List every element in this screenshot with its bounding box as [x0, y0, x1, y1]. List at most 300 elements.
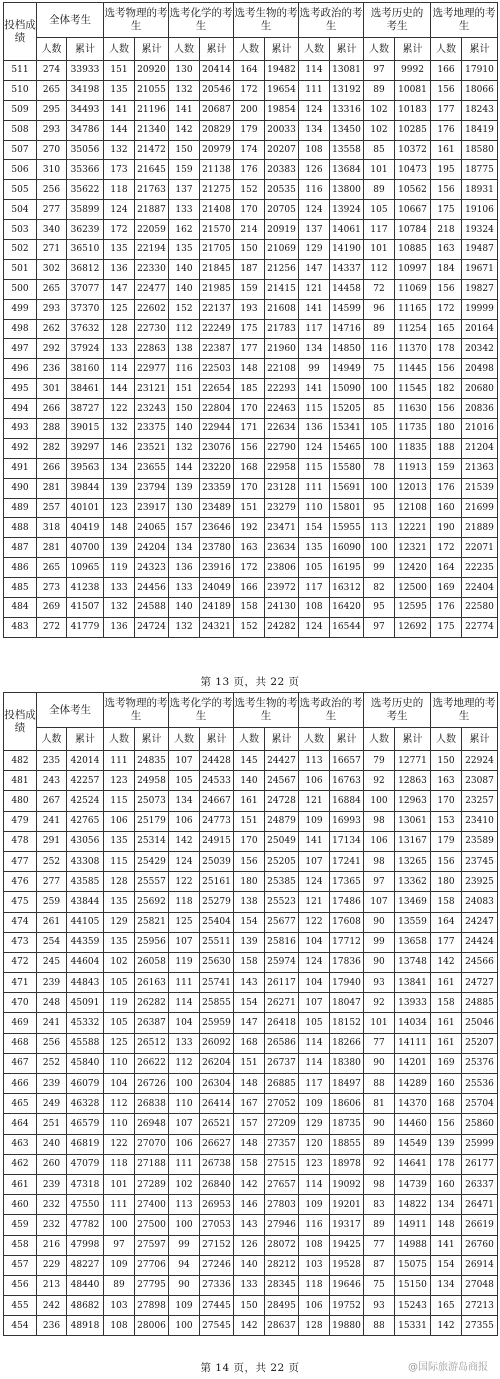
table-cell: 26058 [135, 952, 169, 972]
table-cell: 281 [37, 538, 67, 558]
table-cell: 79 [364, 751, 395, 771]
table-cell: 232 [37, 1195, 67, 1215]
table-row [4, 61, 498, 81]
table-cell: 26512 [135, 1033, 169, 1053]
table-cell: 175 [431, 200, 462, 220]
table-cell: 14822 [395, 1195, 431, 1215]
table-row [4, 1235, 498, 1255]
table-cell: 99 [364, 932, 395, 952]
table-cell: 124 [299, 438, 330, 458]
table-cell: 133 [169, 578, 200, 598]
table-cell: 16884 [330, 791, 364, 811]
table-cell: 77 [364, 1033, 395, 1053]
table-cell: 23375 [135, 419, 169, 439]
table-cell: 134 [431, 1275, 462, 1295]
table-cell: 98 [364, 851, 395, 871]
table-cell: 110 [104, 1053, 135, 1073]
table-cell: 13933 [395, 993, 431, 1013]
table-cell: 25429 [135, 851, 169, 871]
table-cell: 150 [169, 399, 200, 419]
table-cell: 161 [431, 140, 462, 160]
table-cell: 123 [104, 771, 135, 791]
table-cell: 26282 [135, 993, 169, 1013]
table-cell: 21256 [265, 259, 299, 279]
table-cell: 16657 [330, 751, 364, 771]
table-cell: 22387 [200, 339, 234, 359]
table-cell: 14190 [330, 240, 364, 260]
table-cell: 47318 [67, 1174, 104, 1194]
table-cell: 14850 [330, 339, 364, 359]
table-cell: 17486 [330, 892, 364, 912]
table-body [4, 61, 498, 638]
table-cell: 15341 [330, 419, 364, 439]
table-cell: 22249 [200, 319, 234, 339]
score-cell: 491 [4, 458, 37, 478]
table-cell: 176 [431, 598, 462, 618]
table-cell: 18066 [462, 80, 498, 100]
table-cell: 27515 [265, 1154, 299, 1174]
table-cell: 14911 [395, 1215, 431, 1235]
page-13 [3, 2, 497, 638]
table-cell: 24323 [135, 558, 169, 578]
table-cell: 254 [37, 932, 67, 952]
table-cell: 154 [431, 1255, 462, 1275]
table-cell: 158 [431, 993, 462, 1013]
table-cell: 90 [364, 1114, 395, 1134]
table-cell: 21408 [200, 200, 234, 220]
table-cell: 35056 [67, 140, 104, 160]
table-cell: 229 [37, 1255, 67, 1275]
header-cumulative: 累计 [200, 728, 234, 751]
table-cell: 12013 [395, 478, 431, 498]
table-cell: 114 [104, 359, 135, 379]
table-row [4, 851, 498, 871]
table-cell: 302 [37, 259, 67, 279]
table-cell: 129 [299, 1114, 330, 1134]
table-cell: 252 [37, 1053, 67, 1073]
table-cell: 232 [37, 1215, 67, 1235]
table-cell: 89 [364, 319, 395, 339]
table-cell: 23806 [265, 558, 299, 578]
score-cell: 488 [4, 518, 37, 538]
table-cell: 26760 [462, 1235, 498, 1255]
table-cell: 110 [104, 1114, 135, 1134]
table-cell: 259 [37, 892, 67, 912]
table-cell: 142 [431, 952, 462, 972]
table-cell: 116 [364, 339, 395, 359]
table-cell: 78 [364, 458, 395, 478]
table-cell: 133 [234, 1275, 265, 1295]
table-cell: 25207 [462, 1033, 498, 1053]
table-cell: 185 [234, 379, 265, 399]
table-row [4, 80, 498, 100]
table-cell: 121 [299, 892, 330, 912]
table-cell: 109 [104, 1255, 135, 1275]
table-cell: 164 [431, 558, 462, 578]
table-cell: 75 [364, 1275, 395, 1295]
table-cell: 119 [104, 993, 135, 1013]
table-cell: 214 [234, 220, 265, 240]
table-cell: 150 [169, 140, 200, 160]
score-cell: 509 [4, 100, 37, 120]
table-cell: 10885 [395, 240, 431, 260]
table-row [4, 1275, 498, 1295]
table-cell: 140 [169, 259, 200, 279]
table-row [4, 359, 498, 379]
table-cell: 23521 [135, 438, 169, 458]
table-cell: 109 [299, 1195, 330, 1215]
table-cell: 35366 [67, 160, 104, 180]
table-cell: 116 [299, 180, 330, 200]
table-cell: 107 [364, 892, 395, 912]
table-cell: 105 [364, 200, 395, 220]
table-cell: 89 [364, 180, 395, 200]
table-cell: 112 [169, 319, 200, 339]
table-cell: 20919 [265, 220, 299, 240]
table-cell: 167 [234, 1094, 265, 1114]
table-cell: 19999 [462, 299, 498, 319]
table-cell: 26387 [135, 1013, 169, 1033]
table-cell: 109 [169, 1296, 200, 1316]
table-cell: 140 [234, 771, 265, 791]
table-cell: 163 [234, 538, 265, 558]
table-cell: 154 [234, 912, 265, 932]
table-cell: 13559 [395, 912, 431, 932]
table-cell: 25536 [462, 1074, 498, 1094]
table-cell: 151 [104, 61, 135, 81]
table-cell: 102 [364, 120, 395, 140]
table-cell: 161 [431, 1033, 462, 1053]
score-cell: 475 [4, 892, 37, 912]
table-cell: 26627 [200, 1134, 234, 1154]
table-row [4, 1114, 498, 1134]
table-cell: 41507 [67, 598, 104, 618]
table-cell: 24321 [200, 617, 234, 637]
table-row [4, 1316, 498, 1336]
score-cell: 476 [4, 872, 37, 892]
table-cell: 25039 [200, 851, 234, 871]
table-cell: 141 [299, 831, 330, 851]
table-row [4, 379, 498, 399]
table-cell: 140 [169, 279, 200, 299]
table-cell: 169 [431, 578, 462, 598]
table-cell: 122 [104, 399, 135, 419]
table-cell: 295 [37, 100, 67, 120]
table-cell: 20979 [200, 140, 234, 160]
table-cell: 270 [37, 140, 67, 160]
table-cell: 25860 [462, 1114, 498, 1134]
table-cell: 156 [431, 851, 462, 871]
score-cell: 457 [4, 1255, 37, 1275]
table-cell: 170 [234, 200, 265, 220]
table-cell: 148 [234, 1074, 265, 1094]
table-cell: 111 [169, 1154, 200, 1174]
table-cell: 110 [169, 1094, 200, 1114]
table-cell: 13841 [395, 973, 431, 993]
score-cell: 500 [4, 279, 37, 299]
table-cell: 100 [364, 478, 395, 498]
table-cell: 94 [169, 1255, 200, 1275]
table-cell: 132 [169, 617, 200, 637]
table-row [4, 180, 498, 200]
table-cell: 13800 [330, 180, 364, 200]
table-cell: 159 [431, 458, 462, 478]
table-cell: 18380 [330, 1053, 364, 1073]
score-cell: 511 [4, 61, 37, 81]
score-cell: 462 [4, 1154, 37, 1174]
score-cell: 461 [4, 1174, 37, 1194]
table-cell: 175 [431, 617, 462, 637]
table-row [4, 1074, 498, 1094]
table-cell: 28495 [265, 1296, 299, 1316]
table-cell: 114 [299, 61, 330, 81]
table-cell: 34786 [67, 120, 104, 140]
score-cell: 478 [4, 831, 37, 851]
table-cell: 139 [104, 538, 135, 558]
table-cell: 119 [104, 558, 135, 578]
table-row [4, 791, 498, 811]
table-cell: 12771 [395, 751, 431, 771]
table-cell: 236 [37, 359, 67, 379]
table-cell: 179 [234, 120, 265, 140]
table-cell: 161 [431, 1013, 462, 1033]
table-cell: 20920 [135, 61, 169, 81]
table-cell: 24727 [462, 973, 498, 993]
table-cell: 22944 [200, 419, 234, 439]
score-cell: 481 [4, 771, 37, 791]
table-cell: 25956 [135, 932, 169, 952]
table-cell: 24049 [200, 578, 234, 598]
table-cell: 14201 [395, 1053, 431, 1073]
table-cell: 249 [37, 1094, 67, 1114]
table-cell: 14034 [395, 1013, 431, 1033]
table-cell: 140 [234, 1255, 265, 1275]
table-cell: 134 [104, 458, 135, 478]
table-cell: 105 [104, 973, 135, 993]
table-cell: 24189 [200, 598, 234, 618]
table-cell: 26204 [200, 1053, 234, 1073]
table-cell: 88 [364, 1316, 395, 1336]
table-cell: 111 [104, 751, 135, 771]
table-cell: 136 [104, 617, 135, 637]
table-cell: 111 [299, 478, 330, 498]
table-cell: 87 [364, 1255, 395, 1275]
score-cell: 470 [4, 993, 37, 1013]
table-cell: 90 [364, 952, 395, 972]
table-cell: 18580 [462, 140, 498, 160]
table-cell: 19317 [330, 1215, 364, 1235]
table-cell: 15331 [395, 1316, 431, 1336]
table-cell: 21887 [135, 200, 169, 220]
table-cell: 11545 [395, 379, 431, 399]
table-cell: 106 [299, 771, 330, 791]
table-cell: 19324 [462, 220, 498, 240]
table-cell: 172 [104, 220, 135, 240]
header-group: 选考政治的考生 [299, 3, 364, 38]
header-group: 选考生物的考生 [234, 693, 299, 728]
table-cell: 26726 [135, 1074, 169, 1094]
table-cell: 145 [234, 751, 265, 771]
table-cell: 141 [299, 299, 330, 319]
table-row [4, 973, 498, 993]
table-cell: 43844 [67, 892, 104, 912]
table-cell: 115 [299, 458, 330, 478]
table-cell: 40700 [67, 538, 104, 558]
table-cell: 12500 [395, 578, 431, 598]
table-cell: 27336 [200, 1275, 234, 1295]
table-cell: 19487 [462, 240, 498, 260]
table-cell: 105 [169, 771, 200, 791]
table-cell: 168 [234, 1033, 265, 1053]
table-cell: 98 [364, 1174, 395, 1194]
header-cumulative: 累计 [265, 38, 299, 61]
table-cell: 23794 [135, 478, 169, 498]
table-cell: 90 [364, 1053, 395, 1073]
table-cell: 18243 [462, 100, 498, 120]
score-cell: 495 [4, 379, 37, 399]
score-cell: 501 [4, 259, 37, 279]
table-cell: 21763 [135, 180, 169, 200]
table-cell: 92 [364, 1154, 395, 1174]
table-cell: 36510 [67, 240, 104, 260]
table-cell: 42014 [67, 751, 104, 771]
table-cell: 27070 [135, 1134, 169, 1154]
table-cell: 98 [364, 811, 395, 831]
table-cell: 23655 [135, 458, 169, 478]
table-cell: 13558 [330, 140, 364, 160]
table-cell: 100 [364, 379, 395, 399]
table-row [4, 419, 498, 439]
table-cell: 134 [299, 120, 330, 140]
table-cell: 195 [431, 160, 462, 180]
table-cell: 44604 [67, 952, 104, 972]
table-cell: 139 [169, 478, 200, 498]
table-cell: 135 [299, 538, 330, 558]
table-cell: 75 [364, 359, 395, 379]
table-cell: 22804 [200, 399, 234, 419]
table-row [4, 518, 498, 538]
table-cell: 11630 [395, 399, 431, 419]
table-cell: 190 [431, 518, 462, 538]
score-cell: 502 [4, 240, 37, 260]
table-cell: 169 [431, 1053, 462, 1073]
table-cell: 140 [169, 419, 200, 439]
table-cell: 160 [431, 498, 462, 518]
table-cell: 266 [37, 458, 67, 478]
table-cell: 47550 [67, 1195, 104, 1215]
score-cell: 484 [4, 598, 37, 618]
table-cell: 116 [169, 359, 200, 379]
table-cell: 15465 [330, 438, 364, 458]
table-cell: 25523 [265, 892, 299, 912]
table-cell: 136 [299, 419, 330, 439]
table-cell: 12321 [395, 538, 431, 558]
table-cell: 106 [299, 1296, 330, 1316]
table-cell: 134 [169, 791, 200, 811]
table-cell: 158 [234, 1154, 265, 1174]
table-cell: 22634 [265, 419, 299, 439]
table-cell: 121 [299, 791, 330, 811]
table-cell: 85 [364, 399, 395, 419]
table-row [4, 932, 498, 952]
table-cell: 124 [169, 851, 200, 871]
table-cell: 13061 [395, 811, 431, 831]
table-cell: 187 [234, 259, 265, 279]
table-row [4, 617, 498, 637]
table-cell: 24915 [200, 831, 234, 851]
table-cell: 27213 [462, 1296, 498, 1316]
score-cell: 493 [4, 419, 37, 439]
table-row [4, 240, 498, 260]
table-cell: 27500 [135, 1215, 169, 1235]
table-cell: 17241 [330, 851, 364, 871]
header-count: 人数 [234, 728, 265, 751]
table-cell: 166 [234, 578, 265, 598]
table-cell: 177 [431, 932, 462, 952]
page-footer: 第 14 页，共 22 页 [200, 1362, 300, 1374]
table-cell: 24533 [200, 771, 234, 791]
table-cell: 135 [104, 892, 135, 912]
table-cell: 14061 [330, 220, 364, 240]
table-cell: 44105 [67, 912, 104, 932]
table-cell: 291 [37, 831, 67, 851]
table-cell: 48682 [67, 1296, 104, 1316]
table-cell: 161 [234, 791, 265, 811]
table-cell: 18775 [462, 160, 498, 180]
table-cell: 282 [37, 438, 67, 458]
table-cell: 144 [104, 379, 135, 399]
table-cell: 46819 [67, 1134, 104, 1154]
table-cell: 166 [431, 61, 462, 81]
table-cell: 156 [234, 851, 265, 871]
header-group: 选考化学的考生 [169, 693, 234, 728]
table-cell: 10997 [395, 259, 431, 279]
table-cell: 26622 [135, 1053, 169, 1073]
table-cell: 139 [234, 932, 265, 952]
table-cell: 11835 [395, 438, 431, 458]
table-cell: 18931 [462, 180, 498, 200]
table-cell: 130 [169, 61, 200, 81]
table-cell: 24427 [265, 751, 299, 771]
table-cell: 137 [299, 220, 330, 240]
table-cell: 133 [169, 1033, 200, 1053]
table-cell: 25161 [200, 872, 234, 892]
table-cell: 14337 [330, 259, 364, 279]
score-cell: 479 [4, 811, 37, 831]
table-cell: 12108 [395, 498, 431, 518]
table-cell: 37370 [67, 299, 104, 319]
table-cell: 21570 [200, 220, 234, 240]
table-cell: 21845 [200, 259, 234, 279]
table-cell: 192 [234, 518, 265, 538]
table-row [4, 1296, 498, 1316]
table-cell: 21699 [462, 498, 498, 518]
table-cell: 37632 [67, 319, 104, 339]
table-cell: 38727 [67, 399, 104, 419]
table-cell: 24204 [135, 538, 169, 558]
table-cell: 148 [234, 1134, 265, 1154]
table-cell: 13265 [395, 851, 431, 871]
table-cell: 25704 [462, 1094, 498, 1114]
table-cell: 21783 [265, 319, 299, 339]
table-cell: 269 [37, 598, 67, 618]
table-row [4, 578, 498, 598]
table-cell: 21539 [462, 478, 498, 498]
table-cell: 152 [234, 617, 265, 637]
header-group: 选考物理的考生 [104, 693, 169, 728]
table-cell: 13924 [330, 200, 364, 220]
table-cell: 23410 [462, 811, 498, 831]
